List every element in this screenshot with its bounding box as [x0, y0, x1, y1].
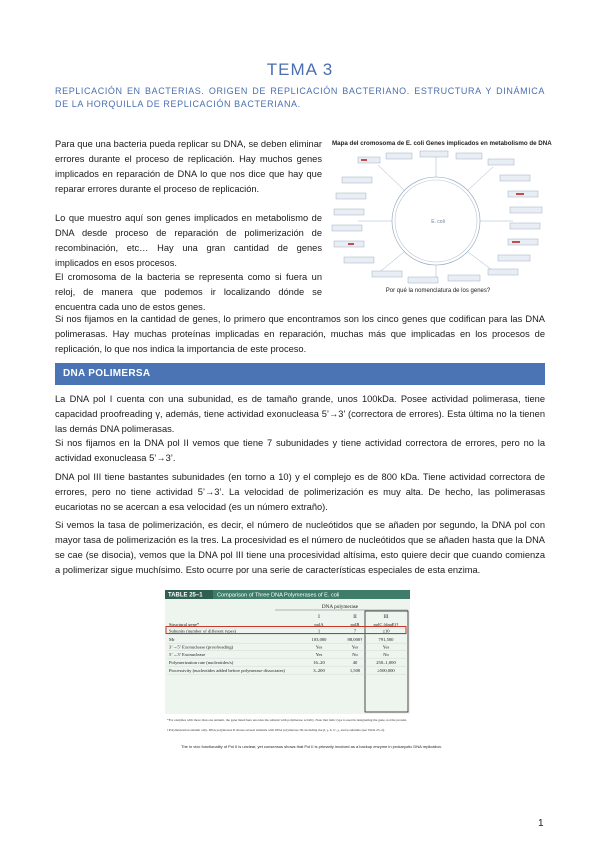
table-cell: 88,000†	[347, 637, 363, 642]
intro-paragraph-2: Lo que muestro aquí son genes implicados en metabolismo de DNA desde proceso de reparación de polimerización de recombinación, etc… Hay una gran cantidad de genes implicados en esos procesos.	[55, 213, 322, 268]
figure1-caption: Por qué la nomenclatura de los genes?	[385, 288, 491, 294]
table-cell: 40	[352, 660, 358, 665]
table-cell: 1,500	[349, 668, 361, 673]
table-cell: Yes	[315, 652, 323, 657]
table-cell: polC (dnaE)†	[373, 622, 399, 627]
section-paragraph-1: La DNA pol I cuenta con una subunidad, es de tamaño grande, unos 100kDa. Posee actividad polimerasa, tiene capacidad proofreading γ, además, tiene actividad exonucleasa 5’→3’ (correctora de errores). Esta última no la tienen las demás DNA polimerasas.	[55, 394, 545, 434]
table-note: The in vivo functionality of Pol II is unclear, yet consensus shows that Pol II is primarily involved as a backup enzyme in prokaryotic DNA replication.	[181, 744, 443, 749]
table-cell: 1	[317, 628, 321, 634]
table-row-label: Subunits (number of different types)	[169, 628, 237, 634]
table-group-header: DNA polymerase	[321, 604, 359, 610]
polymerase-table-figure	[165, 590, 443, 765]
table-footnote-1: *For enzymes with more than one subunit, the gene listed here encodes the subunit with polymerase activity. Note that italic type is used in designating the gene, not the protein.	[167, 718, 407, 722]
table-cell: Yes	[382, 644, 390, 650]
section-heading-dna-polimersa: DNA POLIMERSA	[55, 363, 545, 385]
page-title: TEMA 3	[266, 60, 334, 79]
page-subtitle: REPLICACIÓN EN BACTERIAS. ORIGEN DE REPLICACIÓN BACTERIANO. ESTRUCTURA Y DINÁMICA DE LA HORQUILLA DE REPLICACIÓN BACTERIANA.	[55, 86, 545, 109]
table-row-label: 3’→5’ Exonuclease (proofreading)	[169, 644, 234, 650]
table-cell: polA	[314, 622, 324, 627]
table-cell: Yes	[315, 644, 323, 650]
table-caption: Comparison of Three DNA Polymerases of E. coli	[217, 592, 340, 599]
table-row-label: 5’→3’ Exonuclease	[169, 652, 206, 657]
intro-paragraph-4: Si nos fijamos en la cantidad de genes, lo primero que encontramos son los cinco genes que codifican para las DNA polimerasas. Hay muchas proteínas implicadas en reparación, muchas más que implicadas en los procesos de replicación, lo que nos indica la importancia de este proceso.	[55, 314, 545, 354]
table-column-header: III	[383, 614, 389, 620]
chromosome-map-figure	[328, 135, 550, 295]
table-cell: No	[383, 652, 389, 657]
table-cell: 103,000	[311, 637, 327, 642]
table-cell: 3–200	[313, 668, 325, 673]
section-paragraph-3: DNA pol III tiene bastantes subunidades (en torno a 10) y el complejo es de 800 kDa. Tiene actividad correctora de errores, pero no tiene actividad 5’→3’. La velocidad de polimerización es muy alta. De hecho, las polimerasas eucariotas no se acercan a esa velocidad (es un número extraño).	[55, 472, 545, 512]
intro-paragraph-3: El cromosoma de la bacteria se representa como si fuera un reloj, de manera que podemos ir localizando dónde se encuentra cada uno de estos genes.	[55, 272, 322, 312]
table-row-label: Mr	[169, 637, 175, 642]
table-row-label: Processivity (nucleotides added before polymerase dissociates)	[169, 668, 285, 673]
page-number: 1	[538, 818, 544, 829]
table-cell: 791,500	[378, 637, 394, 642]
table-footnote-2: †Polymerization subunit only. DNA polymerase II shares several subunits with DNA polymerase III, including the β, γ, δ, δ’, χ, and ψ subunits (see Table 25–2).	[167, 728, 385, 732]
table-row-label: Structural gene*	[169, 622, 200, 627]
section-paragraph-4: Si vemos la tasa de polimerización, es decir, el número de nucleótidos que se añaden por segundo, la DNA pol con mayor tasa de polimerización es la tres. La procesividad es el número de nucleótidos que se añaden hasta que la DNA se cae (se disocia), vemos que la DNA pol III tiene una procesividad altísima, esto quiere decir que cuando comienza a polimerizar sigue muchísimo. Esto ocurre por una serie de características especiales de esta enzima.	[55, 520, 545, 575]
table-cell: Yes	[351, 644, 359, 650]
table-cell: polB	[350, 622, 360, 627]
table-cell: No	[352, 652, 358, 657]
table-cell: 250–1,000	[376, 660, 396, 665]
svg-text:E. coli: E. coli	[431, 219, 445, 225]
chromosome-map-image	[328, 135, 550, 295]
table-cell: 7	[353, 628, 357, 634]
table-row-label: Polymerization rate (nucleotides/s)	[169, 660, 234, 665]
figure1-title: Mapa del cromosoma de E. coli Genes implicados en metabolismo de DNA	[332, 140, 552, 147]
intro-paragraph-1: Para que una bacteria pueda replicar su DNA, se deben eliminar errores durante el proceso de replicación. Hay muchos genes implicados en reparación de DNA lo que nos dice que hay que reparar errores durante el proceso de replicación.	[55, 139, 322, 194]
polymerase-table	[165, 590, 443, 765]
section-paragraph-2: Si nos fijamos en la DNA pol II vemos que tiene 7 subunidades y tiene actividad correctora de errores, pero no la actividad exonucleasa 5’→3’.	[55, 438, 545, 463]
table-column-header: II	[353, 614, 357, 620]
table-cell: 16–20	[313, 660, 325, 665]
table-cell: ≥500,000	[377, 668, 395, 673]
table-cell: ≥10	[382, 628, 390, 634]
table-label: TABLE 25–1	[168, 592, 203, 599]
table-column-header: I	[318, 614, 320, 620]
